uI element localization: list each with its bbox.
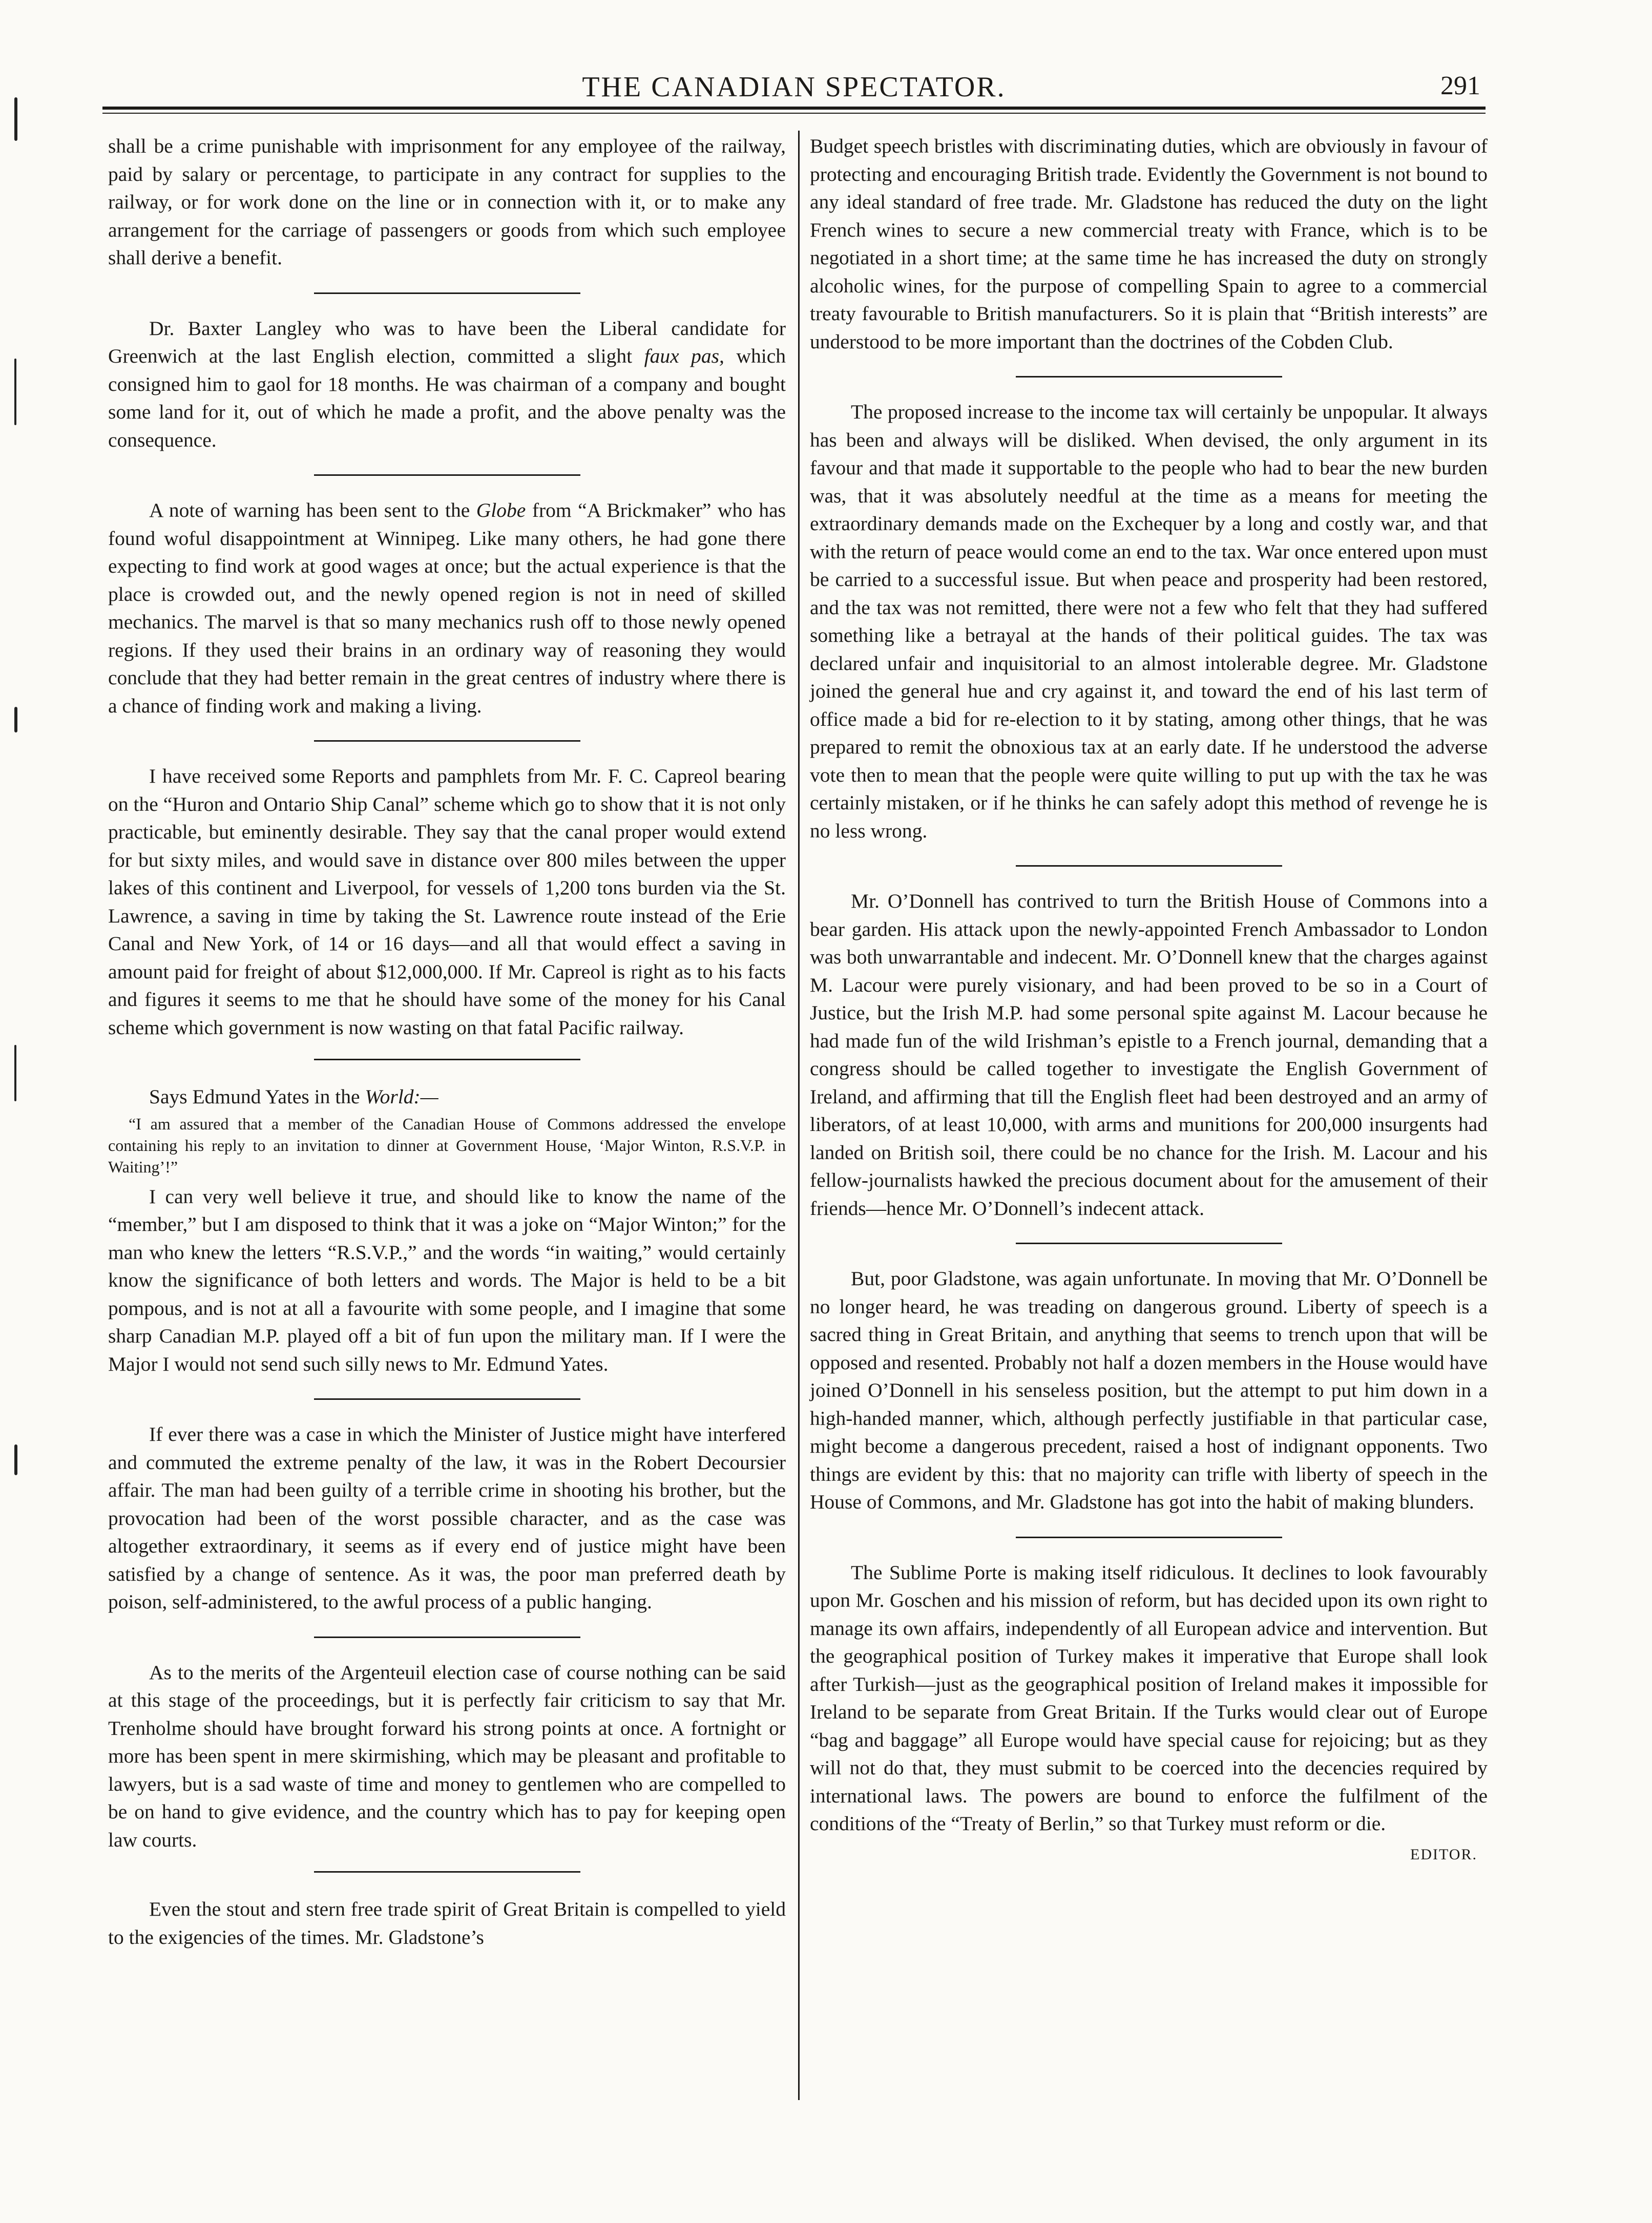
- emphasis: Globe: [476, 499, 526, 521]
- left-column: [105, 132, 789, 1951]
- right-column: [807, 132, 1491, 1869]
- page-number: 291: [1440, 71, 1480, 100]
- paragraph: Mr. O’Donnell has contrived to turn the British House of Commons into a bear garden. His attack upon the newly-appointed French Ambassador to London was both unwarrantable and indecent. Mr. O’Donnell knew that the charges against M. Lacour were purely visionary, and had been proved to be so in a Court of Justice, but the Irish M.P. had some personal spite against M. Lacour because he had made fun of the wild Irishman’s epistle to a French journal, demanding that a congress should be called together to investigate the English Government of Ireland, and affirming that till the English fleet had been destroyed and an army of liberators, of at least 10,000, with arms and munitions for 200,000 insurgents had landed on British soil, there could be no chance for the Irish. M. Lacour and his fellow-journalists hawked the precious document about for the amusement of their friends—hence Mr. O’Donnell’s indecent attack.: [810, 890, 1488, 1220]
- paragraph-text: A note of warning has been sent to the: [149, 499, 470, 521]
- paragraph: [108, 1083, 786, 1111]
- paragraph: The Sublime Porte is making itself ridiculous. It declines to look favourably upon Mr. Goschen and his mission of reform, but has decided upon its own right to manage its own affairs, independently of all European advice and intervention. But the geographical position of Turkey makes it imperative that Europe shall look after Turkish—just as the geographical position of Ireland makes it impossible for Ireland to be separate from Great Britain. If the Turks would clear out of Europe “bag and baggage” all Europe would have special cause for rejoicing; but as they will not do that, they must submit to be coerced into the decencies required by international laws. The powers are bound to enforce the fulfilment of the conditions of the “Treaty of Berlin,” so that Turkey must reform or die.: [810, 1561, 1488, 1835]
- paragraph: shall be a crime punishable with imprisonment for any employee of the railway, paid by salary or percentage, to participate in any contract for supplies to the railway, or for work done on the line or in connection with it, or to make any arrangement for the carriage of passengers or goods from which such employee shall derive a benefit.: [108, 135, 786, 269]
- paragraph-text: Says Edmund Yates in the: [149, 1085, 360, 1108]
- section-separator: [314, 1637, 580, 1638]
- binding-mark: [14, 97, 17, 141]
- emphasis: World:—: [365, 1085, 438, 1108]
- paragraph: The proposed increase to the income tax will certainly be unpopular. It always has been and always will be disliked. When devised, the only argument in its favour and that made it supportable to the people who had to bear the new burden was, that it was absolutely needful at the time as a means for meeting the extraordinary demands made on the Exchequer by a long and costly war, and that with the return of peace would come an end to the tax. War once entered upon must be carried to a successful issue. But when peace and prosperity had been restored, and the tax was not remitted, there were not a few who felt that they had suffered something like a betrayal at the hands of their political guides. The tax was declared unfair and inquisitorial to an almost intolerable degree. Mr. Gladstone joined the general hue and cry against it, and toward the end of his last term of office made a bid for re-election to it by stating, among other things, that he was prepared to remit the obnoxious tax at an early date. If he understood the adverse vote then to mean that the people were quite willing to put up with the tax he was certainly mistaken, or if he thinks he can safely adopt this method of revenge he is no less wrong.: [810, 401, 1488, 842]
- paragraph: [108, 496, 786, 720]
- section-separator: [1016, 865, 1282, 867]
- paragraph: But, poor Gladstone, was again unfortunate. In moving that Mr. O’Donnell be no longer heard, he was treading on dangerous ground. Liberty of speech is a sacred thing in Great Britain, and anything that seems to trench upon that will be opposed and resented. Probably not half a dozen members in the House would have joined O’Donnell in his senseless position, but the attempt to put him down in a high-handed manner, which, although perfectly justifiable in that particular case, might become a dangerous precedent, raised a host of indignant opponents. Two things are evident by this: that no majority can trifle with liberty of speech in the House of Commons, and Mr. Gladstone has got into the habit of making blunders.: [810, 1267, 1488, 1513]
- section-separator: [1016, 376, 1282, 378]
- paragraph: As to the merits of the Argenteuil election case of course nothing can be said at this stage of the proceedings, but it is perfectly fair criticism to say that Mr. Trenholme should have brought forward his strong points at once. A fortnight or more has been spent in mere skirmishing, which may be pleasant and profitable to lawyers, but is a sad waste of time and money to gentlemen who are compelled to be on hand to give evidence, and the country which has to pay for keeping open law courts.: [108, 1661, 786, 1851]
- binding-mark: [14, 1045, 16, 1101]
- emphasis: faux pas,: [644, 345, 724, 367]
- binding-mark: [14, 707, 17, 732]
- section-separator: [1016, 1537, 1282, 1538]
- section-separator: [314, 1059, 580, 1060]
- section-separator: [314, 292, 580, 294]
- section-separator: [1016, 1243, 1282, 1244]
- paragraph: [108, 314, 786, 454]
- header-rule-thick: [102, 107, 1486, 110]
- section-separator: [314, 1871, 580, 1873]
- paragraph-text: Dr. Baxter Langley who was to have been the Liberal candidate for Greenwich at the last English election, committed a slight: [108, 317, 786, 367]
- section-separator: [314, 740, 580, 742]
- section-separator: [314, 474, 580, 476]
- publication-title: THE CANADIAN SPECTATOR.: [582, 71, 1006, 103]
- paragraph: I have received some Reports and pamphlets from Mr. F. C. Capreol bearing on the “Huron and Ontario Ship Canal” scheme which go to show that it is not only practicable, but eminently desirable. They say that the canal proper would extend for but sixty miles, and would save in distance over 800 miles between the upper lakes of this continent and Liverpool, for vessels of 1,200 tons burden via the St. Lawrence, a saving in time by taking the St. Lawrence route instead of the Erie Canal and New York, of 14 or 16 days—and all that would effect a saving in amount paid for freight of about $12,000,000. If Mr. Capreol is right as to his facts and figures it seems to me that he should have some of the money for his Canal scheme which government is now wasting on that fatal Pacific railway.: [108, 765, 786, 1039]
- paragraph: Budget speech bristles with discriminating duties, which are obviously in favour of protecting and encouraging British trade. Evidently the Government is not bound to any ideal standard of free trade. Mr. Gladstone has reduced the duty on the light French wines to secure a new commercial treaty with France, which is to be negotiated in a short time; at the same time he has increased the duty on strongly alcoholic wines, for the purpose of compelling Spain to agree to a commercial treaty favourable to British manufacturers. So it is plain that “British interests” are understood to be more important than the doctrines of the Cobden Club.: [810, 135, 1488, 353]
- paragraph: I can very well believe it true, and should like to know the name of the “member,” but I am disposed to think that it was a joke on “Major Winton;” for the man who knew the letters “R.S.V.P.,” and the words “in waiting,” would certainly know the significance of both letters and words. The Major is held to be a bit pompous, and is not at all a favourite with some people, and I imagine that some sharp Canadian M.P. played off a bit of fun upon the military man. If I were the Major I would not send such silly news to Mr. Edmund Yates.: [108, 1185, 786, 1375]
- paragraph: If ever there was a case in which the Minister of Justice might have interfered and commuted the extreme penalty of the law, it was in the Robert Decoursier affair. The man had been guilty of a terrible crime in shooting his brother, but the provocation had been of the worst possible character, and as the case was altogether extraordinary, it seems as if every end of justice might have been satisfied by a change of sentence. As it was, the poor man preferred death by poison, self-administered, to the awful process of a public hanging.: [108, 1423, 786, 1613]
- header-rule-thin: [102, 113, 1486, 114]
- column-divider: [798, 131, 800, 2100]
- paragraph: Even the stout and stern free trade spirit of Great Britain is compelled to yield to the exigencies of the times. Mr. Gladstone’s: [108, 1898, 786, 1948]
- editor-signature: EDITOR.: [1410, 1845, 1477, 1863]
- binding-mark: [14, 1444, 17, 1475]
- paragraph-text: which consigned him to gaol for 18 months. He was chairman of a company and bought some land for it, out of which he made a profit, and the above penalty was the consequence.: [108, 345, 786, 451]
- paragraph-text: from “A Brickmaker” who has found woful disappointment at Winnipeg. Like many others, he had gone there expecting to find work at good wages at once; but the actual experience is that the place is crowded out, and the newly opened region is not in need of skilled mechanics. The marvel is that so many mechanics rush off to those newly opened regions. If they used their brains in an ordinary way of reasoning they would conclude that they had better remain in the great centres of industry where there is a chance of finding work and making a living.: [108, 499, 786, 717]
- binding-mark: [14, 359, 16, 425]
- page-header: [102, 61, 1486, 110]
- block-quote: “I am assured that a member of the Canadian House of Commons addressed the envelope containing his reply to an invitation to dinner at Government House, ‘Major Winton, R.S.V.P. in Waiting’!”: [108, 1114, 786, 1176]
- section-separator: [314, 1398, 580, 1400]
